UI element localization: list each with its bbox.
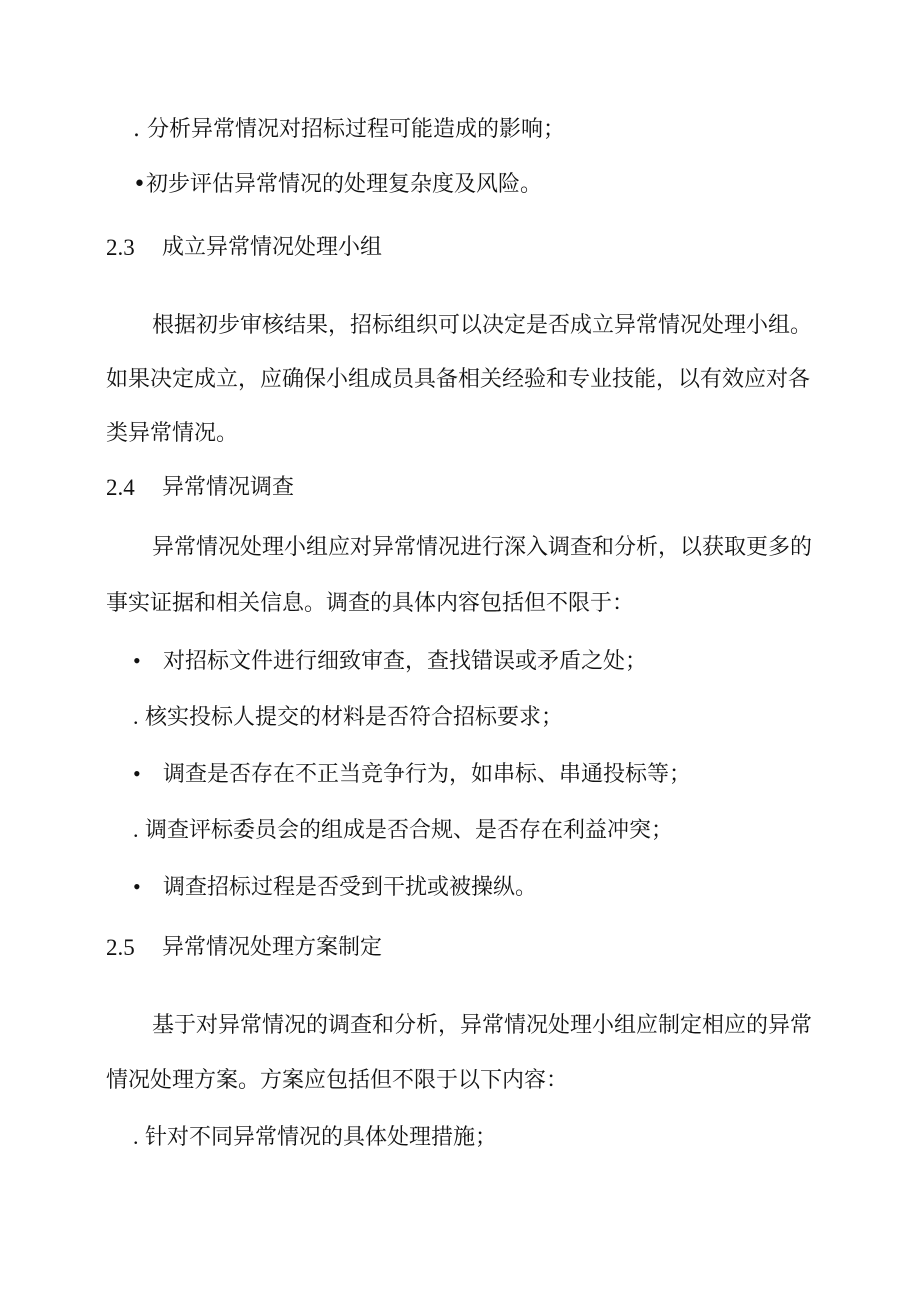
list-item: •初步评估异常情况的处理复杂度及风险。 — [133, 172, 542, 197]
paragraph-line: 类异常情况。 — [106, 421, 239, 446]
section-number: 2.4 — [106, 475, 135, 500]
bullet-marker: . — [133, 1124, 139, 1149]
section-number: 2.3 — [106, 235, 135, 260]
list-item — [133, 759, 691, 790]
paragraph-line: 异常情况处理小组应对异常情况进行深入调查和分析，以获取更多的 — [152, 535, 813, 560]
list-item-text: 调查招标过程是否受到干扰或被操纵。 — [163, 875, 538, 900]
list-item-text: 针对不同异常情况的具体处理措施； — [145, 1125, 498, 1150]
list-item-text: 对招标文件进行细致审查，查找错误或矛盾之处； — [163, 649, 648, 674]
list-item: . 分析异常情况对招标过程可能造成的影响； — [133, 117, 565, 142]
section-title: 异常情况处理方案制定 — [162, 935, 383, 960]
bullet-marker: . — [133, 817, 139, 842]
paragraph-line: 事实证据和相关信息。调查的具体内容包括但不限于： — [106, 591, 635, 616]
bullet-marker: • — [133, 648, 141, 673]
bullet-marker: • — [133, 761, 141, 786]
list-item — [133, 1122, 497, 1153]
list-item-text: 调查是否存在不正当竞争行为，如串标、串通投标等； — [163, 762, 692, 787]
list-item — [133, 815, 673, 846]
section-title: 异常情况调查 — [162, 475, 295, 500]
section-number: 2.5 — [106, 935, 135, 960]
list-item — [133, 646, 647, 677]
paragraph-line: 如果决定成立，应确保小组成员具备相关经验和专业技能，以有效应对各 — [106, 367, 811, 392]
paragraph-line: 根据初步审核结果，招标组织可以决定是否成立异常情况处理小组。 — [152, 313, 813, 338]
bullet-marker: . — [133, 704, 139, 729]
list-item — [133, 702, 563, 733]
bullet-marker: • — [133, 874, 141, 899]
list-item-text: 调查评标委员会的组成是否合规、是否存在利益冲突； — [145, 818, 674, 843]
section-title: 成立异常情况处理小组 — [162, 235, 383, 260]
paragraph-line: 基于对异常情况的调查和分析，异常情况处理小组应制定相应的异常 — [152, 1013, 813, 1038]
list-item-text: 核实投标人提交的材料是否符合招标要求； — [145, 705, 564, 730]
paragraph-line: 情况处理方案。方案应包括但不限于以下内容： — [106, 1068, 569, 1093]
list-item — [133, 872, 537, 903]
